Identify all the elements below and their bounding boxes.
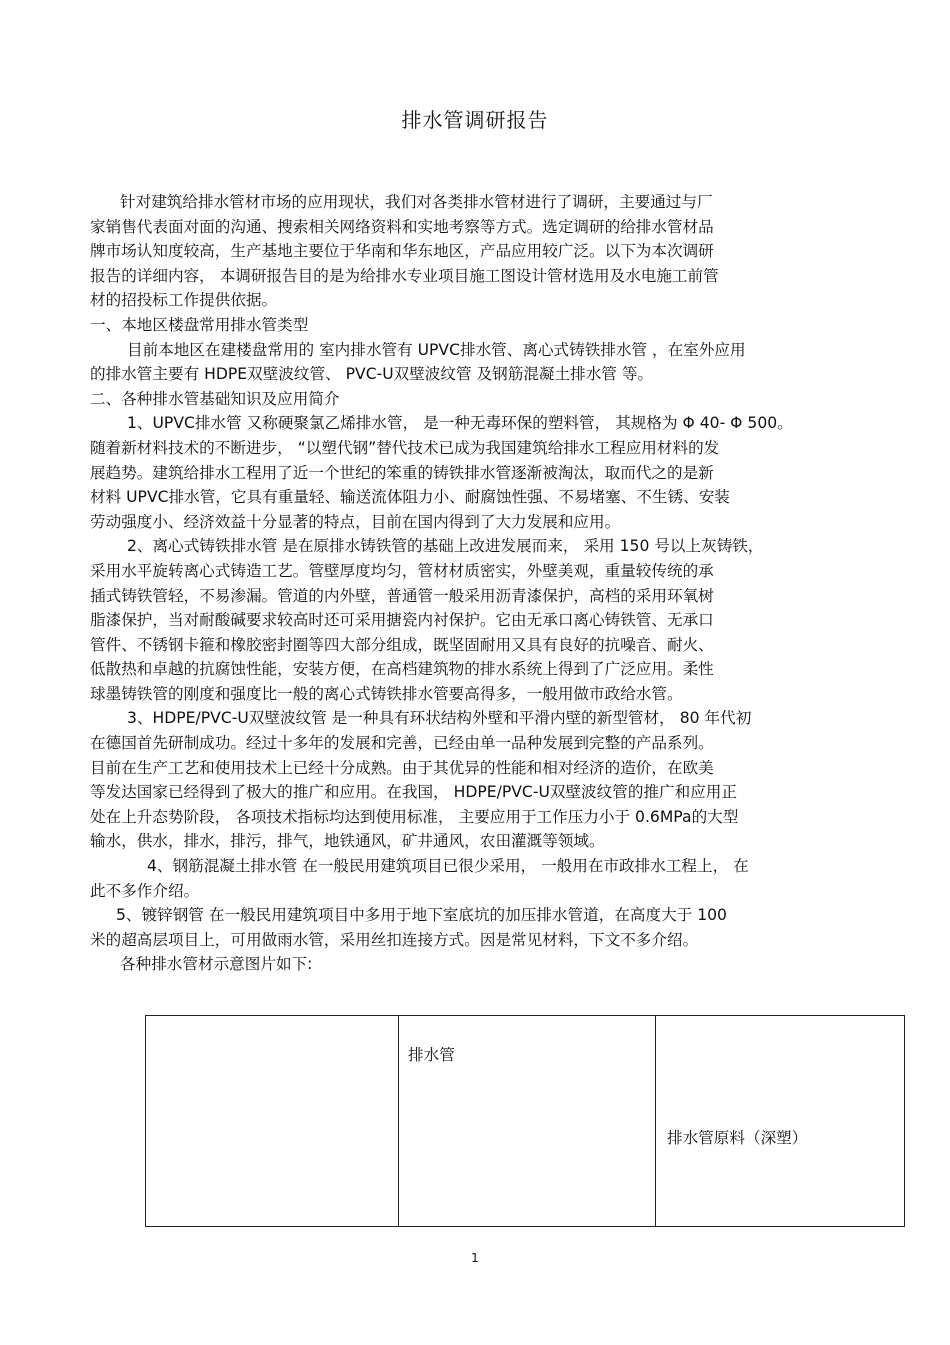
text-line: 材的招投标工作提供依据。 (90, 291, 278, 310)
text-line: 4、钢筋混凝土排水管 在一般民用建筑项目已很少采用， 一般用在市政排水工程上， 在 (147, 857, 749, 876)
section-heading-1 (90, 313, 870, 338)
image-cell-raw-material (656, 1016, 905, 1227)
section-heading-2 (90, 387, 870, 412)
text-line: 插式铸铁管轻，不易渗漏。管道的内外壁，普通管一般采用沥青漆保护，高档的采用环氧树 (90, 586, 714, 605)
paragraph-concrete (90, 854, 870, 903)
text-line: 在德国首先研制成功。经过十多年的发展和完善，已经由单一品种发展到完整的产品系列。 (90, 734, 714, 753)
text-line: 二、各种排水管基础知识及应用简介 (90, 389, 340, 408)
text-line: 劳动强度小、经济效益十分显著的特点，目前在国内得到了大力发展和应用。 (90, 512, 621, 531)
text-line: 牌市场认知度较高，生产基地主要位于华南和华东地区，产品应用较广泛。以下为本次调研 (90, 242, 714, 261)
text-line: 一、本地区楼盘常用排水管类型 (90, 315, 309, 334)
text-line: 针对建筑给排水管材市场的应用现状，我们对各类排水管材进行了调研，主要通过与厂 (120, 193, 713, 211)
paragraph-upvc (90, 411, 870, 534)
text-line: 采用水平旋转离心式铸造工艺。管壁厚度均匀，管材材质密实，外壁美观，重量较传统的承 (90, 561, 714, 580)
paragraph-images-intro (90, 952, 870, 977)
image-cell-drain-pipe (399, 1016, 656, 1227)
text-line: 3、HDPE/PVC-U双壁波纹管 是一种具有环状结构外壁和平滑内壁的新型管材， 80 年代初 (127, 709, 752, 728)
text-line: 球墨铸铁管的刚度和强度比一般的离心式铸铁排水管要高得多，一般用做市政给水管。 (90, 684, 683, 703)
image-cell-empty (146, 1016, 399, 1227)
text-line: 随着新材料技术的不断进步， “以塑代钢”替代技术已成为我国建筑给排水工程应用材料的发 (90, 438, 720, 457)
page-title: 排水管调研报告 (401, 108, 549, 132)
text-line: 脂漆保护，当对耐酸碱要求较高时还可采用搪瓷内衬保护。它由无承口离心铸铁管、无承口 (90, 611, 714, 630)
text-line: 处在上升态势阶段， 各项技术指标均达到使用标准， 主要应用于工作压力小于 0.6MPa的大型 (90, 807, 739, 826)
text-line: 此不多作介绍。 (90, 881, 200, 900)
text-line: 输水，供水，排水，排污，排气，地铁通风，矿井通风，农田灌溉等领域。 (90, 832, 605, 851)
text-line: 家销售代表面对面的沟通、搜索相关网络资料和实地考察等方式。选定调研的给排水管材品 (90, 217, 714, 236)
text-line: 目前本地区在建楼盘常用的 室内排水管有 UPVC排水管、离心式铸铁排水管 ，在室外应用 (127, 340, 746, 359)
paragraph-hdpe (90, 706, 870, 854)
cell-label: 排水管原料（深塑） (667, 1129, 808, 1147)
text-line: 报告的详细内容， 本调研报告目的是为给排水专业项目施工图设计管材选用及水电施工前管 (90, 266, 719, 285)
text-line: 等发达国家已经得到了极大的推广和应用。在我国， HDPE/PVC-U双壁波纹管的推广和应用正 (90, 783, 737, 802)
page-number: 1 (471, 1251, 479, 1265)
text-line: 展趋势。建筑给排水工程用了近一个世纪的笨重的铸铁排水管逐渐被淘汰，取而代之的是新 (90, 463, 714, 482)
table-row (146, 1016, 905, 1227)
text-line: 5、镀锌钢管 在一般民用建筑项目中多用于地下室底坑的加压排水管道，在高度大于 100 (116, 906, 727, 925)
text-line: 材料 UPVC排水管，它具有重量轻、输送流体阻力小、耐腐蚀性强、不易堵塞、不生锈、安装 (90, 488, 730, 507)
text-line: 目前在生产工艺和使用技术上已经十分成熟。由于其优异的性能和相对经济的造价，在欧美 (90, 758, 714, 777)
text-line: 1、UPVC排水管 又称硬聚氯乙烯排水管， 是一种无毒环保的塑料管， 其规格为 Φ 40- Φ 500。 (127, 414, 793, 433)
text-line: 米的超高层项目上，可用做雨水管，采用丝扣连接方式。因是常见材料，下文不多介绍。 (90, 930, 699, 949)
text-line: 的排水管主要有 HDPE双壁波纹管、 PVC-U双壁波纹管 及钢筋混凝土排水管 等。 (90, 365, 654, 384)
image-table (145, 1015, 905, 1227)
paragraph-local-types (90, 338, 870, 387)
text-line: 2、离心式铸铁排水管 是在原排水铸铁管的基础上改进发展而来， 采用 150 号以上灰铸铁， (127, 537, 764, 556)
paragraph-intro (90, 190, 870, 313)
text-line: 管件、不锈钢卡箍和橡胶密封圈等四大部分组成，既坚固耐用又具有良好的抗噪音、耐火、 (90, 635, 714, 654)
report-body (90, 190, 870, 977)
text-line: 各种排水管材示意图片如下: (120, 955, 313, 974)
paragraph-galvanized (90, 903, 870, 952)
paragraph-cast-iron (90, 534, 870, 706)
text-line: 低散热和卓越的抗腐蚀性能，安装方便，在高档建筑物的排水系统上得到了广泛应用。柔性 (90, 660, 714, 679)
cell-label: 排水管 (408, 1046, 455, 1064)
